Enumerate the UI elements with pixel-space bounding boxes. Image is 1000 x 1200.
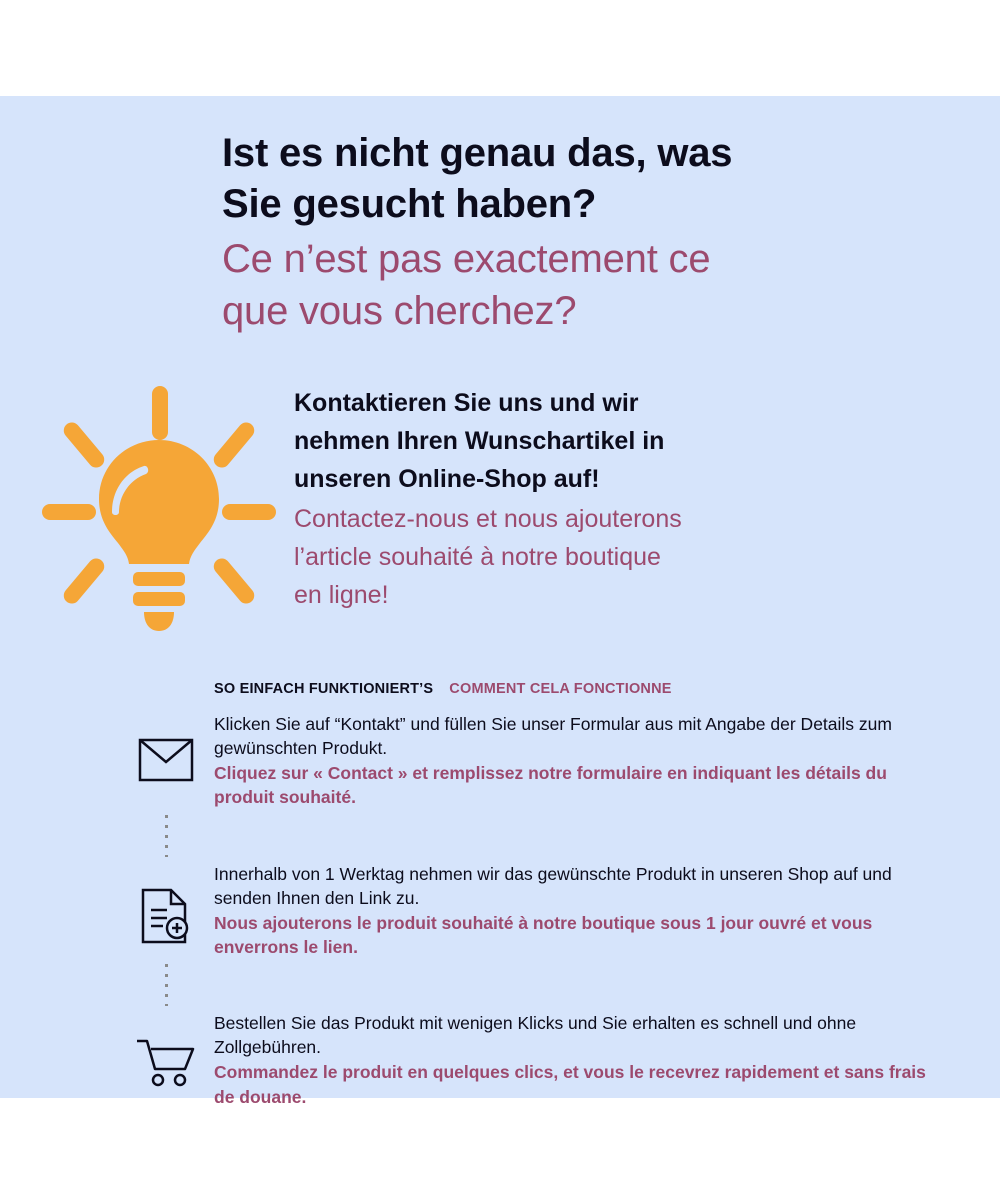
dotted-connector-icon — [118, 959, 214, 1011]
step-text — [214, 862, 948, 960]
headline-french-line1: Ce n’est pas exactement ce — [222, 237, 711, 282]
step-text-french: Cliquez sur « Contact » et remplissez notre formulaire en indiquant les détails du produit souhaité. — [214, 763, 887, 808]
step-text-french: Commandez le produit en quelques clics, et vous le recevrez rapidement et sans frais de douane. — [214, 1062, 926, 1107]
intro-french-line1: Contactez-nous et nous ajouterons — [294, 505, 682, 533]
howto-heading-french: COMMENT CELA FONCTIONNE — [449, 681, 672, 697]
headline-french-line2: que vous cherchez? — [222, 288, 577, 333]
shopping-cart-icon — [118, 1011, 214, 1087]
headline-german-line2: Sie gesucht haben? — [222, 182, 597, 227]
lightbulb-icon — [34, 382, 284, 637]
step-text-german: Bestellen Sie das Produkt mit wenigen Klicks und Sie erhalten es schnell und ohne Zollgebühren. — [214, 1013, 857, 1058]
step-item — [118, 1011, 948, 1109]
step-item — [118, 712, 948, 810]
headline-german-line1: Ist es nicht genau das, was — [222, 131, 733, 175]
headline-german — [222, 128, 922, 230]
step-text-german: Innerhalb von 1 Werktag nehmen wir das gewünschte Produkt in unseren Shop auf und senden Ihnen den Link zu. — [214, 863, 892, 908]
document-add-icon — [118, 862, 214, 944]
step-connector-row — [118, 810, 948, 862]
envelope-icon — [118, 712, 214, 782]
howto-heading-german: SO EINFACH FUNKTIONIERT’S — [214, 681, 434, 697]
step-connector-row — [118, 959, 948, 1011]
dotted-connector-icon — [118, 810, 214, 862]
step-text-german: Klicken Sie auf “Kontakt” und füllen Sie unser Formular aus mit Angabe der Details zum gewünschten Produkt. — [214, 714, 892, 759]
intro-french-line2: l’article souhaité à notre boutique — [294, 543, 661, 571]
step-text-french: Nous ajouterons le produit souhaité à notre boutique sous 1 jour ouvré et vous enverrons le lien. — [214, 912, 873, 957]
intro-french — [294, 500, 894, 614]
howto-heading — [214, 681, 672, 697]
step-text — [214, 1011, 948, 1109]
headline-french — [222, 234, 922, 336]
intro-german-line2: nehmen Ihren Wunschartikel in — [294, 427, 665, 455]
howto-steps — [118, 712, 948, 1109]
step-text — [214, 712, 948, 810]
intro-block — [294, 384, 894, 614]
intro-german-line3: unseren Online-Shop auf! — [294, 465, 600, 493]
intro-german-line1: Kontaktieren Sie uns und wir — [294, 389, 639, 417]
intro-french-line3: en ligne! — [294, 581, 389, 609]
headline-block — [222, 128, 922, 337]
step-item — [118, 862, 948, 960]
intro-german — [294, 384, 894, 498]
